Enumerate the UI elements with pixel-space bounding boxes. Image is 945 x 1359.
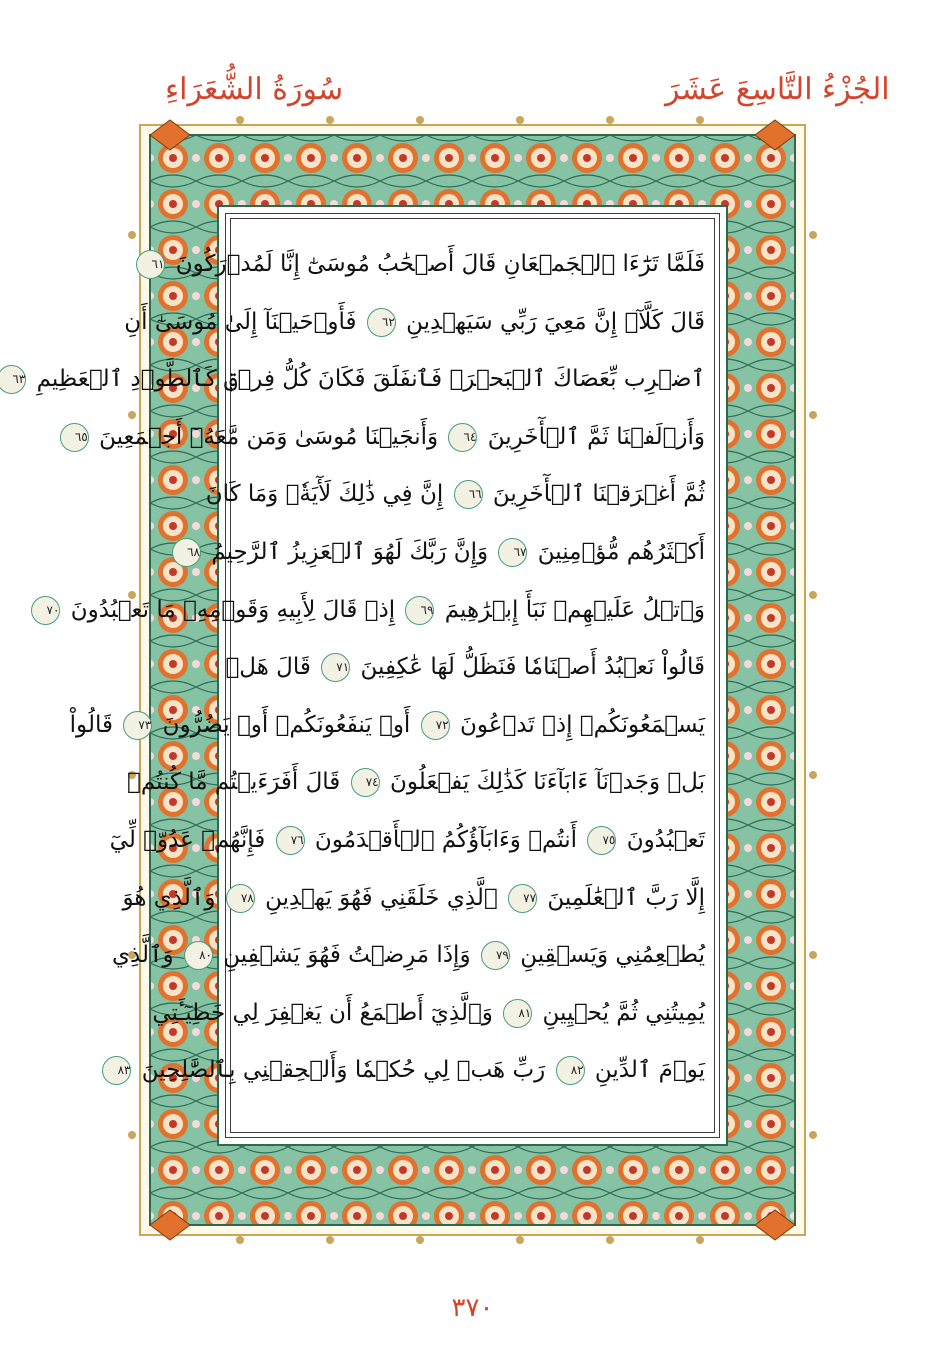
verse-line — [109, 812, 705, 870]
verse-line — [124, 294, 705, 352]
ayah-number-marker: ٧٠ — [31, 596, 60, 625]
ayah-number-marker: ٧٢ — [421, 711, 450, 740]
verse-line — [69, 697, 705, 755]
verse-text: إِلَّا رَبَّ ٱلۡعَٰلَمِينَ — [547, 884, 705, 911]
verse-text: فَإِنَّهُمۡ عَدُوّٞ لِّيٓ — [109, 826, 266, 853]
juz-header: الجُزْءُ التَّاسِعَ عَشَرَ — [665, 72, 890, 107]
verse-text: قَالَ أَفَرَءَيۡتُم مَّا كُنتُمۡ — [127, 769, 341, 796]
verse-text: إِنَّ فِي ذَٰلِكَ لَأٓيَةٗۖ وَمَا كَانَ — [205, 481, 444, 508]
verse-line — [127, 754, 705, 812]
ayah-number-marker: ٦٩ — [405, 596, 434, 625]
ayah-number-marker: ٨٠ — [184, 941, 213, 970]
ayah-number-marker: ٨١ — [503, 999, 532, 1028]
verse-text: أَكۡثَرُهُم مُّؤۡمِنِينَ — [537, 538, 705, 565]
verse-text: ٱضۡرِب بِّعَصَاكَ ٱلۡبَحۡرَۖ فَٱنفَلَقَ فَكَانَ كُلُّ فِرۡقٖ كَٱلطَّوۡدِ ٱلۡعَظِيمِ — [36, 366, 705, 393]
verse-line — [46, 582, 705, 640]
verse-line — [111, 927, 705, 985]
ayah-number-marker: ٧٤ — [351, 768, 380, 797]
verse-text: وَأَزۡلَفۡنَا ثَمَّ ٱلۡأٓخَرِينَ — [487, 423, 705, 450]
verse-text: قَالُواْ نَعۡبُدُ أَصۡنَامٗا فَنَظَلُّ لَهَا عَٰكِفِينَ — [360, 654, 705, 681]
ayah-number-marker: ٧٥ — [587, 826, 616, 855]
verse-text: ثُمَّ أَغۡرَقۡنَا ٱلۡأٓخَرِينَ — [492, 481, 705, 508]
verse-text: يُمِيتُنِي ثُمَّ يُحۡيِينِ — [542, 999, 705, 1026]
verse-text: أَنتُمۡ وَءَابَآؤُكُمُ ٱلۡأَقۡدَمُونَ — [314, 826, 578, 853]
ayah-number-marker: ٦٥ — [60, 423, 89, 452]
verse-line — [117, 1042, 705, 1100]
page-number: ٣٧٠ — [451, 1293, 494, 1323]
verse-line — [187, 524, 705, 582]
verse-line — [12, 351, 705, 409]
ayah-number-marker: ٧٧ — [508, 884, 537, 913]
quran-text-panel — [12, 213, 720, 1138]
verse-text: بَلۡ وَجَدۡنَآ ءَابَآءَنَا كَذَٰلِكَ يَفۡعَلُونَ — [389, 769, 705, 796]
ayah-number-marker: ٦٦ — [454, 480, 483, 509]
verse-text: إِذۡ قَالَ لِأَبِيهِ وَقَوۡمِهِۦ مَا تَعۡبُدُونَ — [70, 596, 396, 623]
verse-line — [152, 985, 705, 1043]
verse-text: أَوۡ يَنفَعُونَكُمۡ أَوۡ يَضُرُّونَ — [162, 711, 411, 738]
verse-line — [74, 409, 705, 467]
ayah-number-marker: ٦١ — [136, 250, 165, 279]
verse-text: وَإِنَّ رَبَّكَ لَهُوَ ٱلۡعَزِيزُ ٱلرَّحِيمُ — [211, 538, 489, 565]
verse-text: قَالَ هَلۡ — [225, 654, 311, 681]
verse-text: وَٱتۡلُ عَلَيۡهِمۡ نَبَأَ إِبۡرَٰهِيمَ — [444, 596, 705, 623]
verse-text: يَسۡمَعُونَكُمۡ إِذۡ تَدۡعُونَ — [459, 711, 705, 738]
verse-text: يَوۡمَ ٱلدِّينِ — [594, 1057, 705, 1084]
verse-line — [225, 639, 705, 697]
verse-text: رَبِّ هَبۡ لِي حُكۡمٗا وَأَلۡحِقۡنِي بِٱلصَّٰلِحِينَ — [141, 1057, 546, 1084]
ayah-number-marker: ٧٦ — [276, 826, 305, 855]
ayah-number-marker: ٧١ — [321, 653, 350, 682]
verse-line — [205, 466, 705, 524]
ayah-number-marker: ٦٨ — [172, 538, 201, 567]
verse-text: وَأَنجَيۡنَا مُوسَىٰ وَمَن مَّعَهُۥٓ أَجۡمَعِينَ — [99, 423, 439, 450]
verse-text: يُطۡعِمُنِي وَيَسۡقِينِ — [520, 942, 705, 969]
ayah-number-marker: ٨٣ — [102, 1056, 131, 1085]
ayah-number-marker: ٦٤ — [448, 423, 477, 452]
verse-text: وَٱلَّذِي — [111, 942, 174, 969]
ayah-number-marker: ٨٢ — [556, 1056, 585, 1085]
ayah-number-marker: ٧٨ — [226, 884, 255, 913]
verse-text: فَأَوۡحَيۡنَآ إِلَىٰ مُوسَىٰٓ أَنِ — [124, 308, 357, 335]
verse-text: فَلَمَّا تَرَٰٓءَا ٱلۡجَمۡعَانِ قَالَ أَصۡحَٰبُ مُوسَىٰٓ إِنَّا لَمُدۡرَكُونَ — [175, 251, 705, 277]
verse-text: قَالُواْ — [69, 711, 113, 738]
ayah-number-marker: ٦٣ — [0, 365, 26, 394]
verse-text: ٱلَّذِي خَلَقَنِي فَهُوَ يَهۡدِينِ — [265, 884, 498, 911]
ayah-number-marker: ٦٧ — [498, 538, 527, 567]
verse-text: وَٱلَّذِي هُوَ — [122, 884, 216, 911]
verse-text: وَإِذَا مَرِضۡتُ فَهُوَ يَشۡفِينِ — [223, 942, 471, 969]
ayah-number-marker: ٧٩ — [481, 941, 510, 970]
verse-lines — [12, 236, 705, 1100]
verse-line — [122, 870, 705, 928]
verse-text: قَالَ كَلَّآۖ إِنَّ مَعِيَ رَبِّي سَيَهۡدِينِ — [406, 308, 705, 335]
verse-line — [151, 236, 705, 294]
verse-text: وَٱلَّذِيٓ أَطۡمَعُ أَن يَغۡفِرَ لِي خَطِيٓـَٔتِي — [152, 999, 493, 1026]
ayah-number-marker: ٦٢ — [367, 308, 396, 337]
ayah-number-marker: ٧٣ — [123, 711, 152, 740]
surah-header: سُورَةُ الشُّعَرَاءِ — [165, 72, 344, 107]
verse-text: تَعۡبُدُونَ — [626, 826, 705, 853]
